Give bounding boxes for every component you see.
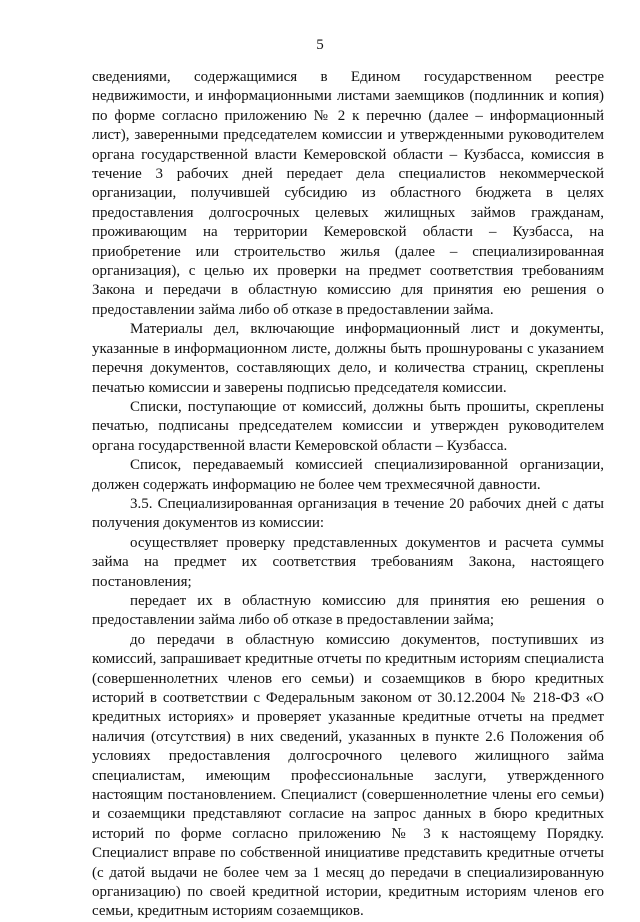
paragraph-credit-reports: до передачи в областную комиссию документов, поступивших из комиссий, запрашивает кредитные отчеты по кредитным историям специалиста (совершеннолетних членов его семьи) и созаемщиков в бюро кредитных историй в соответствии с Федеральным законом от 30.12.2004 № 218-ФЗ «О кредитных историях» и проверяет указанные кредитные отчеты на предмет наличия (отсутствия) в них сведений, указанных в пункте 2.6 Положения об условиях предоставления долгосрочного целевого жилищного займа специалистам, имеющим профессиональные заслуги, утвержденного настоящим постановлением. Специалист (совершеннолетние члены его семьи) и созаемщики представляют согласие на запрос данных в бюро кредитных историй по форме согласно приложению № 3 к настоящему Порядку. Специалист вправе по собственной инициативе представить кредитные отчеты (с датой выдачи не более чем за 1 месяц до передачи в специализированную организацию) по своей кредитной истории, кредитным историям членов его семьи, кредитным историям созаемщиков. — [92, 631, 604, 920]
paragraph-continuation: сведениями, содержащимися в Едином государственном реестре недвижимости, и информационными листами заемщиков (подлинник и копия) по форме согласно приложению № 2 к перечню (далее – информационный лист), заверенными председателем комиссии и утвержденными руководителем органа государственной власти Кемеровской области – Кузбасса, комиссия в течение 3 рабочих дней передает дела специалистов некоммерческой организации, получившей субсидию из областного бюджета в целях предоставления долгосрочных целевых жилищных займов гражданам, проживающим на территории Кемеровской области – Кузбасса, на приобретение или строительство жилья (далее – специализированная организация), с целью их проверки на предмет соответствия требованиям Закона и передачи в областную комиссию для принятия ею решения о предоставлении займа либо об отказе в предоставлении займа. — [92, 69, 604, 318]
paragraph-list-freshness: Список, передаваемый комиссией специализированной организации, должен содержать информацию не более чем трехмесячной давности. — [92, 457, 604, 493]
page-number: 5 — [316, 37, 324, 53]
paragraph-clause-3-5: 3.5. Специализированная организация в течение 20 рабочих дней с даты получения документов из комиссии: — [92, 495, 604, 532]
paragraph-commission-lists: Списки, поступающие от комиссий, должны быть прошиты, скреплены печатью, подписаны председателем комиссии и утвержден руководителем органа государственной власти Кемеровской области – Кузбасса. — [92, 398, 604, 454]
paragraph-verification: осуществляет проверку представленных документов и расчета суммы займа на предмет их соответствия требованиям Закона, настоящего постановления; — [92, 534, 604, 590]
document-body — [92, 68, 604, 922]
paragraph-transfer: передает их в областную комиссию для принятия ею решения о предоставлении займа либо об отказе в предоставлении займа; — [92, 592, 604, 629]
paragraph-case-materials: Материалы дел, включающие информационный лист и документы, указанные в информационном листе, должны быть прошнурованы с указанием перечня документов, составляющих дело, и количества страниц, скреплены печатью комиссии и заверены подписью председателя комиссии. — [92, 321, 604, 396]
